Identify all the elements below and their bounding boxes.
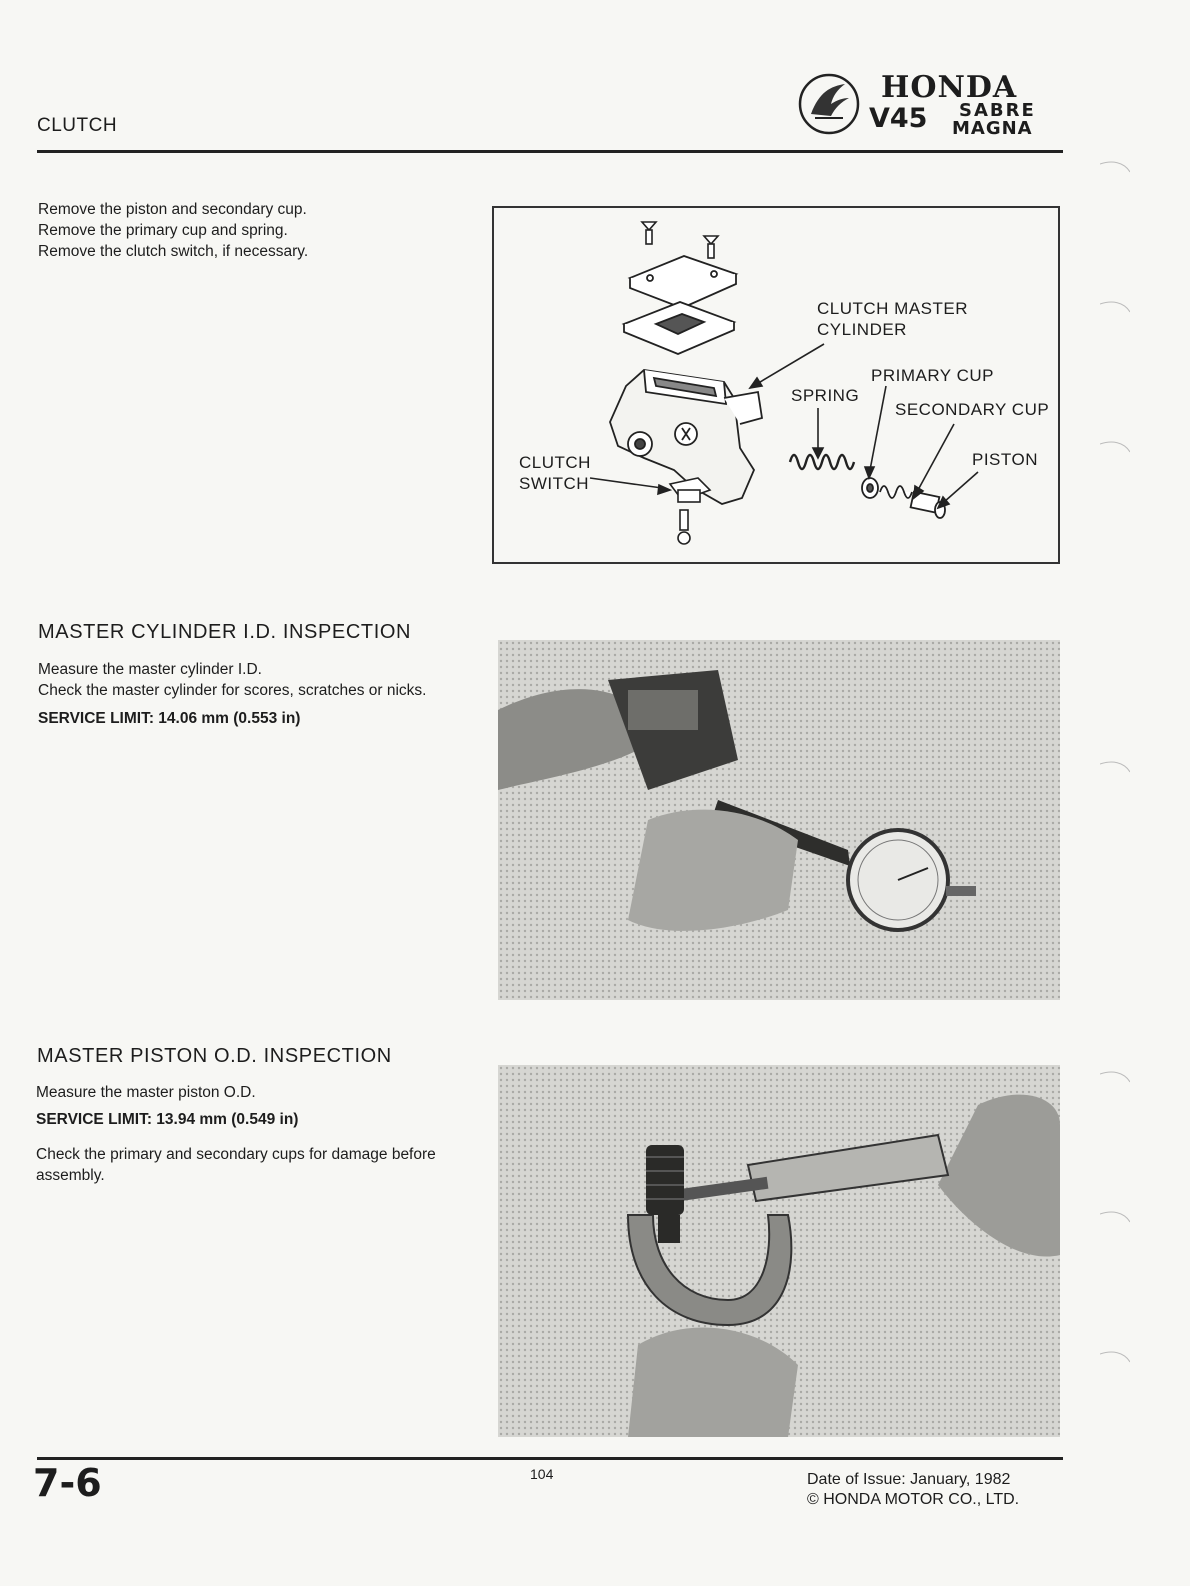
service-limit-value: 14.06 mm (0.553 in) [158, 710, 301, 727]
scan-mark [1100, 300, 1130, 314]
instruction-line: Measure the master piston O.D. [36, 1084, 256, 1101]
piston-inspection-heading: MASTER PISTON O.D. INSPECTION [37, 1045, 392, 1067]
label-spring: SPRING [791, 386, 860, 405]
model-variant-sabre: SABRE [959, 100, 1036, 121]
copyright: © HONDA MOTOR CO., LTD. [807, 1491, 1020, 1508]
scan-mark [1100, 760, 1130, 774]
honda-wing-icon [797, 72, 861, 136]
piston-micrometer-photo [498, 1065, 1060, 1437]
step-line: Remove the piston and secondary cup. [38, 201, 307, 218]
label-master-cylinder: CLUTCH MASTER [817, 299, 969, 318]
instruction-line: Check the primary and secondary cups for damage before assembly. [36, 1146, 436, 1184]
page-number: 104 [530, 1466, 554, 1482]
service-limit-label: SERVICE LIMIT: [36, 1111, 152, 1128]
model-variant-magna: MAGNA [952, 118, 1033, 139]
step-line: Remove the primary cup and spring. [38, 222, 288, 239]
cylinder-inspection-text [38, 659, 463, 729]
model-name: V45 [869, 103, 928, 134]
service-limit [36, 1109, 461, 1130]
scan-mark [1100, 1070, 1130, 1084]
instruction-line: Check the master cylinder for scores, scratches or nicks. [38, 682, 427, 699]
piston-inspection-text [36, 1082, 461, 1186]
service-limit-label: SERVICE LIMIT: [38, 710, 154, 727]
exploded-diagram [492, 206, 1060, 564]
issue-date: Date of Issue: January, 1982 [807, 1471, 1011, 1488]
label-piston: PISTON [972, 450, 1038, 469]
removal-steps [38, 199, 468, 262]
cylinder-gauge-photo [498, 640, 1060, 1000]
service-limit [38, 708, 463, 729]
label-secondary-cup: SECONDARY CUP [895, 400, 1050, 419]
label-clutch-switch-2: SWITCH [519, 474, 590, 493]
header-rule [37, 150, 1063, 153]
footer-rule [37, 1457, 1063, 1460]
scan-mark [1100, 1350, 1130, 1364]
label-master-cylinder-2: CYLINDER [817, 320, 907, 339]
cylinder-inspection-heading: MASTER CYLINDER I.D. INSPECTION [38, 621, 412, 643]
honda-logo [797, 68, 1059, 142]
label-clutch-switch: CLUTCH [519, 453, 591, 472]
service-limit-value: 13.94 mm (0.549 in) [156, 1111, 299, 1128]
scan-mark [1100, 440, 1130, 454]
scan-mark [1100, 160, 1130, 174]
dial-gauge-illustration [498, 640, 1060, 1000]
footer-issue-info [807, 1470, 1019, 1510]
section-title: CLUTCH [37, 115, 118, 136]
scan-mark [1100, 1210, 1130, 1224]
label-primary-cup: PRIMARY CUP [871, 366, 994, 385]
brand-name: HONDA [881, 70, 1018, 105]
page-code: 7-6 [33, 1461, 102, 1505]
step-line: Remove the clutch switch, if necessary. [38, 243, 309, 260]
micrometer-illustration [498, 1065, 1060, 1437]
instruction-line: Measure the master cylinder I.D. [38, 661, 262, 678]
